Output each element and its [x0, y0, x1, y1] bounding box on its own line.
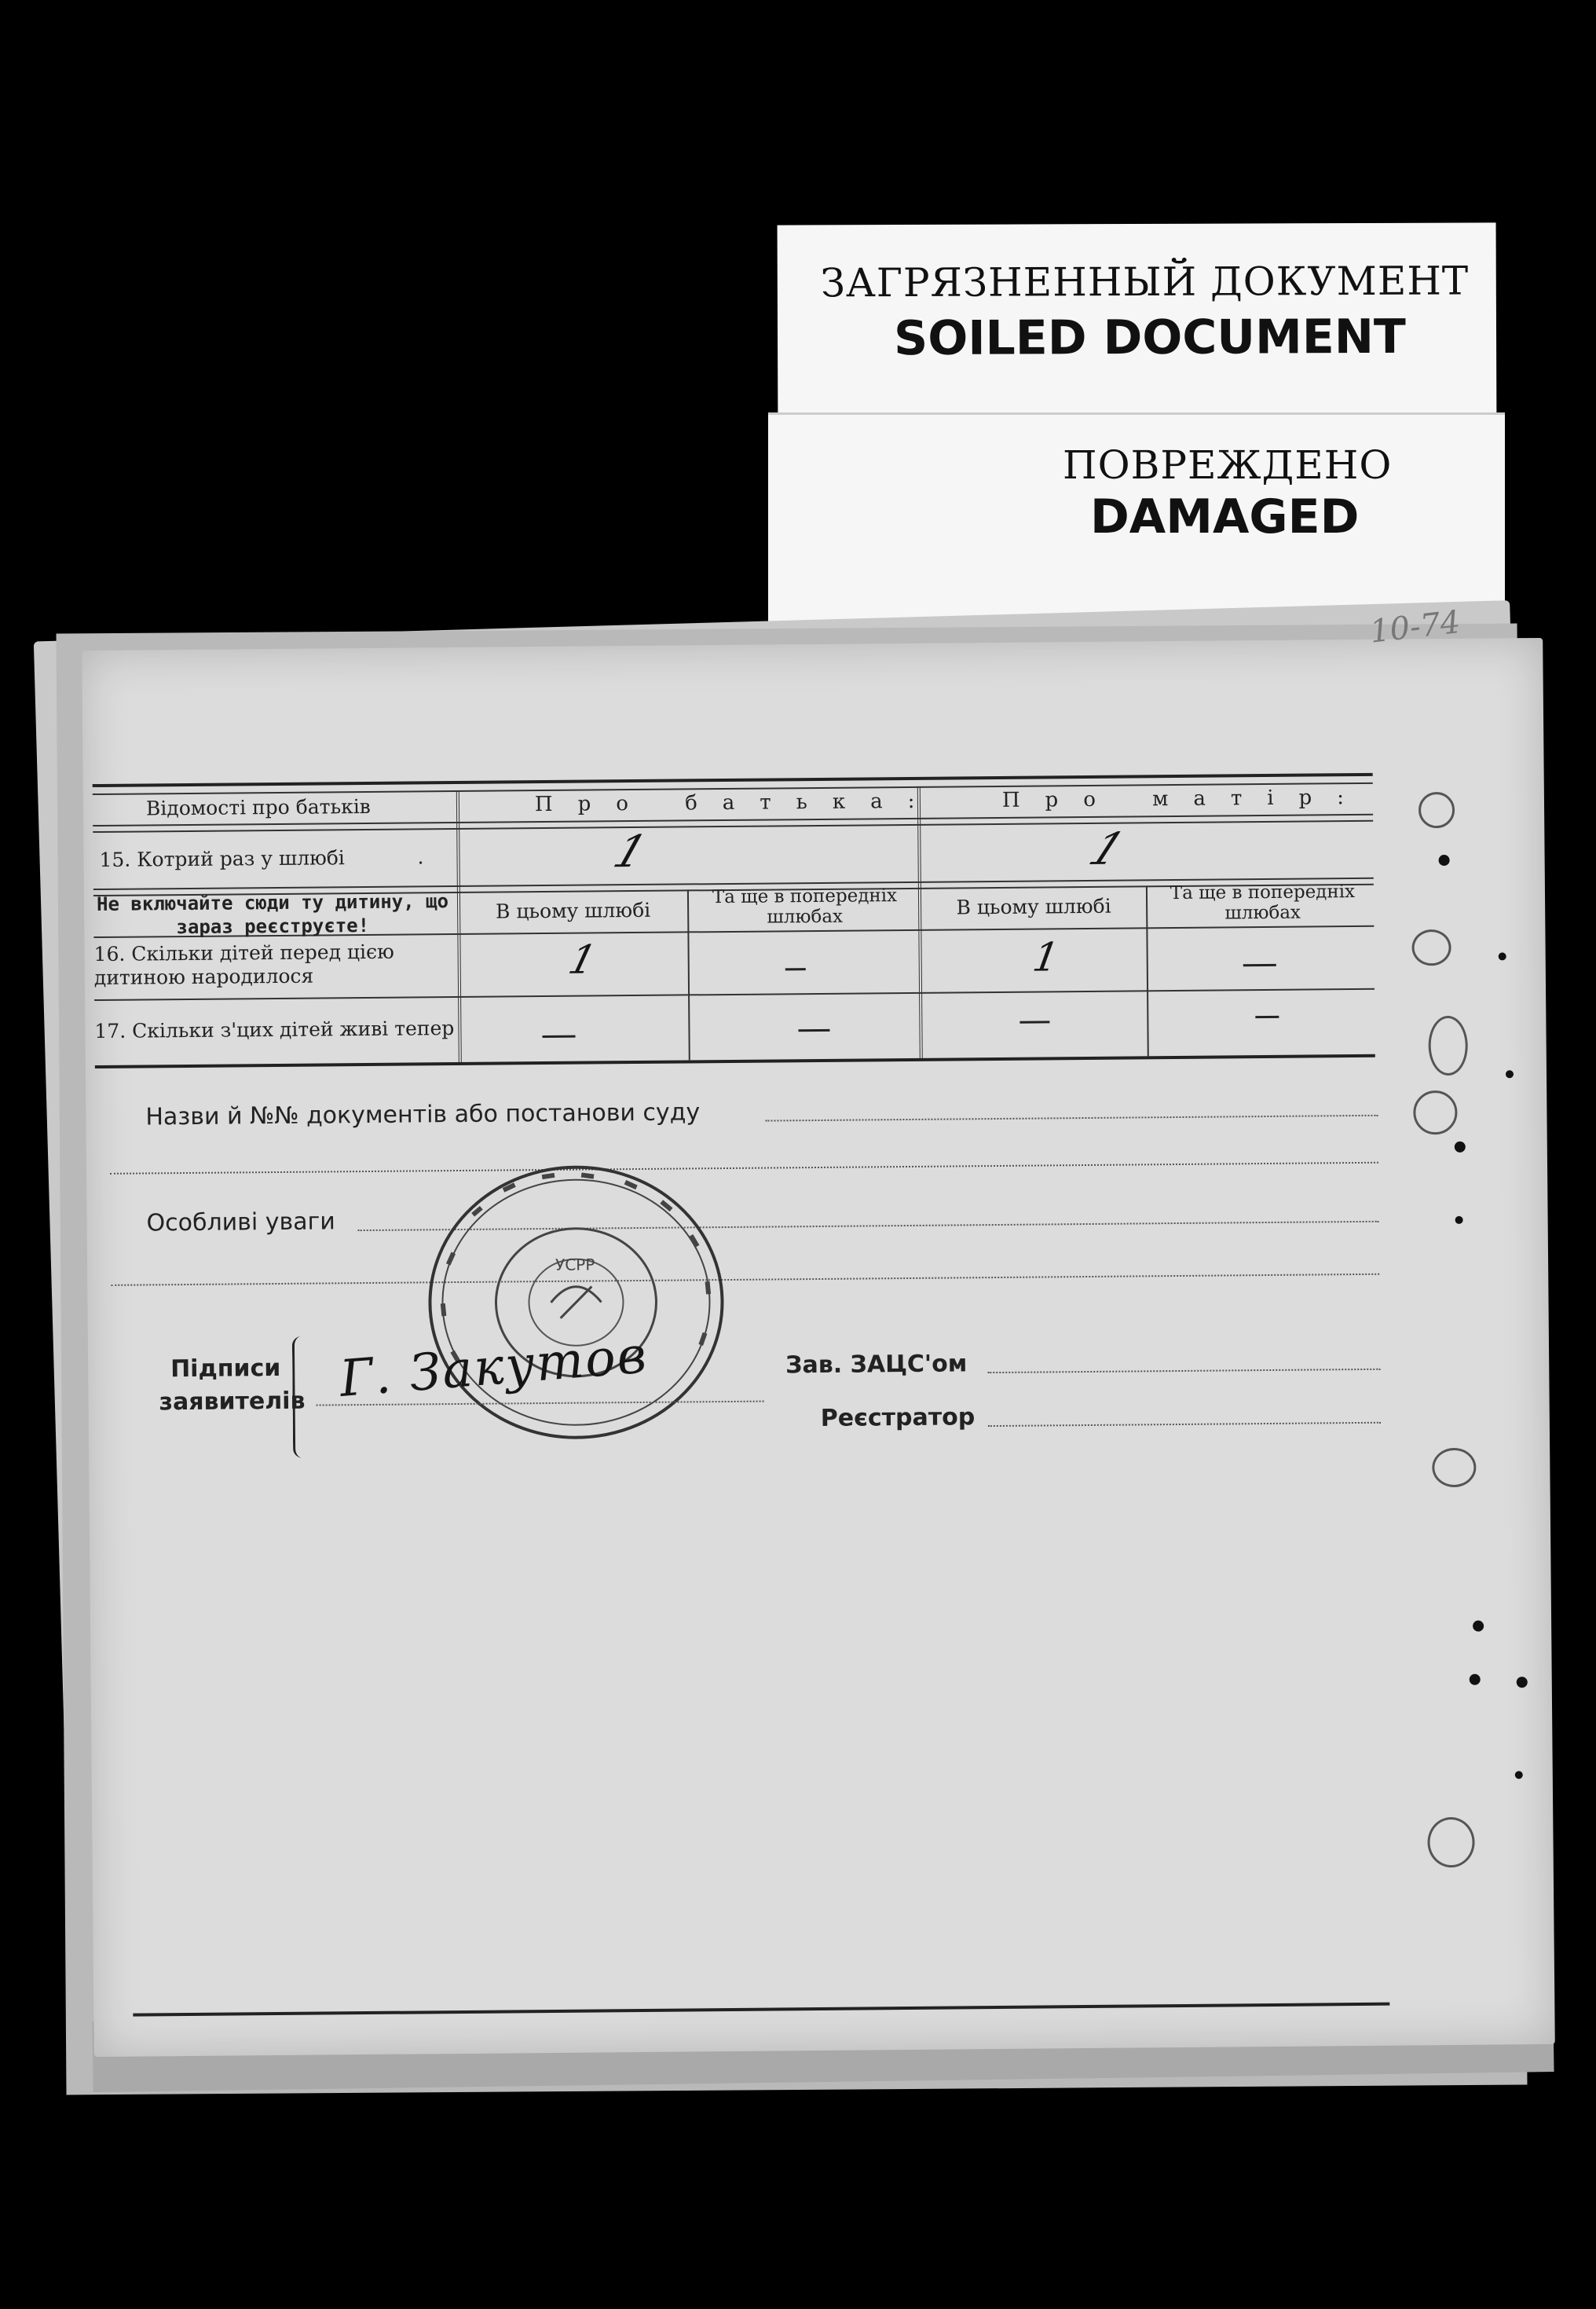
table-col-divider-1: [456, 790, 465, 1062]
row16-father-previous-dash: [785, 968, 806, 970]
table-bottom-rule: [95, 1054, 1375, 1068]
father-this-marriage-header: В цьому шлюбі: [495, 898, 651, 923]
punch-hole: [1473, 1621, 1484, 1632]
soiled-label-ru: ЗАГРЯЗНЕННЫЙ ДОКУМЕНТ: [820, 258, 1470, 306]
father-previous-header: Та ще в попередніх шлюбах: [712, 885, 898, 928]
row15-dots: .: [417, 845, 424, 869]
table-col-divider-3: [687, 889, 690, 1060]
punch-hole: [1455, 1142, 1466, 1153]
stamp-center-text: УСРР: [555, 1255, 595, 1274]
signatures-label: Підписи заявителів: [159, 1354, 306, 1417]
row16-label: 16. Скільки дітей перед цією дитиною народилося: [93, 940, 394, 990]
damaged-label-ru: ПОВРЕЖДЕНО: [1063, 442, 1393, 488]
punch-hole: [1439, 855, 1450, 866]
documents-dotted-line: [765, 1115, 1378, 1122]
table-row16-rule: [94, 988, 1375, 1001]
row16-mother-this: 1: [1029, 934, 1063, 980]
mother-previous-header: Та ще в попередніх шлюбах: [1170, 881, 1356, 924]
punch-hole: [1499, 952, 1506, 960]
punch-hole-tear: [1432, 1448, 1476, 1487]
punch-hole: [1515, 1771, 1523, 1779]
punch-hole-tear: [1427, 1817, 1475, 1868]
form-page: [82, 603, 1555, 2057]
documents-dotted-line-2: [110, 1162, 1378, 1175]
row16-father-this: 1: [564, 936, 602, 983]
damaged-label-en: DAMAGED: [1090, 489, 1360, 544]
parents-info-header: Відомості про батьків: [145, 794, 371, 820]
applicant-signature: Г. Закутов: [337, 1326, 650, 1409]
soiled-label-en: SOILED DOCUMENT: [893, 309, 1407, 367]
table-header-rule-2: [93, 820, 1373, 833]
documents-label: Назви й №№ документів або постанови суду: [145, 1098, 701, 1131]
registrar-dotted-line: [988, 1422, 1381, 1427]
row17-mother-this-dash: [1019, 1021, 1049, 1023]
notice-text: Не включайте сюди ту дитину, що зараз реєструєте!: [96, 890, 449, 939]
punch-hole-tear: [1428, 1016, 1468, 1076]
row17-mother-previous-dash: [1255, 1016, 1279, 1018]
damaged-document-label: [768, 412, 1505, 632]
page-bottom-rule: [133, 2003, 1389, 2017]
punch-hole: [1506, 1070, 1514, 1078]
row15-mother-value: 1: [1081, 823, 1133, 876]
notes-label: Особливі уваги: [146, 1208, 335, 1237]
mother-header: Про матір:: [1001, 785, 1370, 812]
table-col-divider-2: [917, 786, 926, 1058]
row17-label: 17. Скільки з'цих дітей живі тепер: [94, 1017, 455, 1043]
father-header: Про батька:: [534, 789, 940, 817]
signatures-brace: [292, 1336, 309, 1458]
punch-hole-tear: [1418, 792, 1455, 828]
row17-father-this-dash: [543, 1035, 576, 1038]
row15-father-value: 1: [606, 826, 653, 878]
notes-dotted-line-2: [111, 1274, 1379, 1286]
row16-mother-previous-dash: [1243, 964, 1276, 966]
head-of-registry-dotted-line: [987, 1369, 1380, 1373]
punch-hole: [1470, 1674, 1481, 1685]
punch-hole-tear: [1411, 929, 1451, 966]
row15-label: 15. Котрий раз у шлюбі: [99, 846, 345, 871]
soiled-document-label: [778, 222, 1497, 433]
row17-father-previous-dash: [798, 1029, 829, 1032]
registrar-label: Реєстратор: [820, 1403, 976, 1432]
mother-this-marriage-header: В цьому шлюбі: [956, 894, 1111, 919]
punch-hole-tear: [1413, 1090, 1457, 1134]
punch-hole: [1517, 1677, 1528, 1688]
head-of-registry-label: Зав. ЗАЦС'ом: [785, 1350, 968, 1380]
corner-mark: 10-74: [1367, 603, 1462, 651]
table-col-divider-4: [1146, 885, 1149, 1056]
punch-hole: [1455, 1216, 1463, 1224]
